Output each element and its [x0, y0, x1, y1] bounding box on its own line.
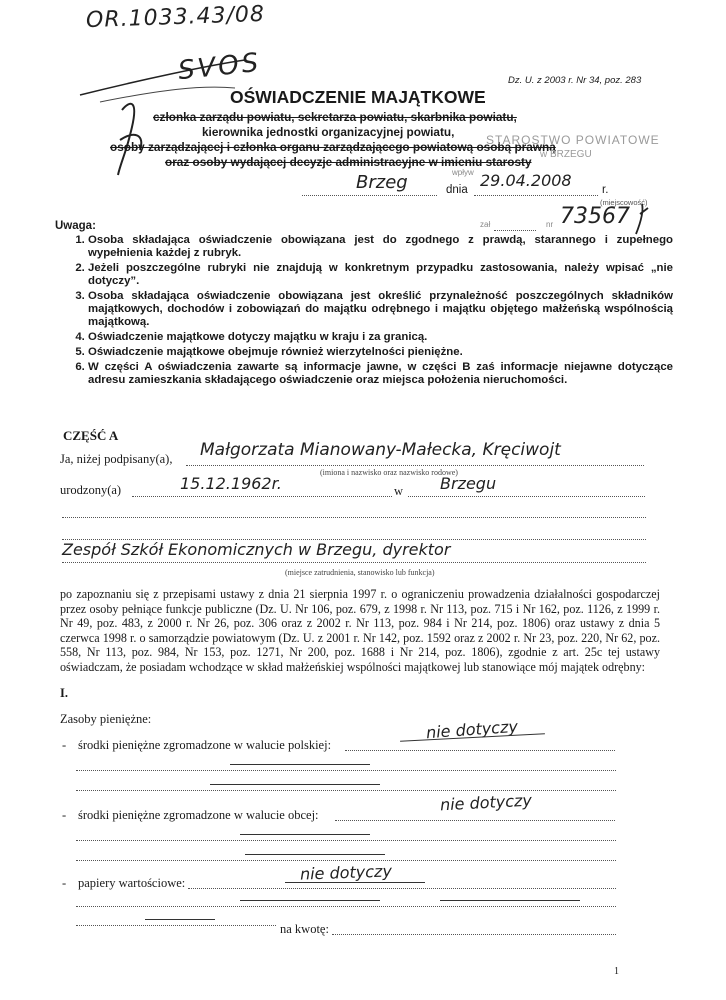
- pln-bullet: -: [62, 738, 67, 752]
- page-number: 1: [614, 966, 619, 977]
- fx-line-3: [76, 860, 616, 861]
- securities-line-2: [76, 906, 616, 907]
- employment-caption: (miejsce zatrudnienia, stanowisko lub funkcja): [285, 568, 435, 577]
- fx-strike-2: [240, 834, 370, 835]
- pln-strike-3: [210, 784, 380, 785]
- fx-bullet: -: [62, 808, 67, 822]
- birthplace-dots: [408, 496, 645, 497]
- dnia-label: dnia: [446, 184, 468, 196]
- securities-bullet: -: [62, 876, 67, 890]
- stamp-checkmark: [632, 202, 652, 238]
- place-caption: (miejscowość): [600, 198, 648, 207]
- securities-strike-2b: [440, 900, 580, 901]
- stamp-wplyw-date: 29.04.2008: [480, 171, 572, 190]
- stamp-zal-label: zał: [480, 220, 491, 229]
- section-i-numeral: I.: [60, 686, 68, 700]
- ja-label: Ja, niżej podpisany(a),: [60, 452, 173, 466]
- blank-line-1: [62, 517, 646, 518]
- fx-dots: [335, 820, 615, 821]
- name-dots: [186, 465, 644, 466]
- subtitle-line-1: członka zarządu powiatu, sekretarza powiatu, skarbnika powiatu,: [153, 110, 517, 124]
- uwaga-list: [62, 234, 673, 389]
- uwaga-item-6: 6. W części A oświadczenia zawarte są informacje jawne, w części B zaś informacje niejawne dotyczące adresu zamieszkania składającego oświadczenie oraz miejsca położenia nieruchomości.: [88, 361, 673, 387]
- pln-label: środki pieniężne zgromadzone w walucie polskiej:: [78, 738, 332, 752]
- date-dots: [474, 195, 598, 196]
- securities-line-3: [76, 925, 276, 926]
- name-caption: (imiona i nazwisko oraz nazwisko rodowe): [320, 468, 458, 477]
- subtitle-line-4: oraz osoby wydającej decyzje administracyjne w imieniu starosty: [165, 155, 532, 169]
- r-label: r.: [602, 184, 609, 196]
- employment-dots: [62, 562, 646, 563]
- urodzony-label: urodzony(a): [60, 483, 122, 497]
- page-title: OŚWIADCZENIE MAJĄTKOWE: [230, 87, 486, 107]
- handwritten-signature-top: SVOS: [176, 47, 263, 87]
- stamp-nr-value: 73567: [560, 204, 630, 229]
- pln-line-3: [76, 790, 616, 791]
- subtitle-line-3: osoby zarządzającej i członka organu zarządzającego powiatową osobą prawną: [110, 140, 556, 154]
- place-dots: [302, 195, 437, 196]
- securities-dots: [188, 888, 616, 889]
- stamp-nr-label: nr: [546, 220, 554, 229]
- subtitle-line-2: kierownika jednostki organizacyjnej powiatu,: [202, 125, 455, 139]
- fx-label: środki pieniężne zgromadzone w walucie obcej:: [78, 808, 319, 822]
- pln-value[interactable]: nie dotyczy: [425, 716, 519, 743]
- uwaga-item-5: 5. Oświadczenie majątkowe obejmuje również wierzytelności pieniężne.: [88, 346, 673, 359]
- uwaga-item-2: 2. Jeżeli poszczególne rubryki nie znajdują w konkretnym przypadku zastosowania, należy wpisać „nie dotyczy”.: [88, 262, 673, 288]
- amount-dots: [332, 934, 616, 935]
- amount-label: na kwotę:: [280, 922, 329, 936]
- declaration-paragraph: po zapoznaniu się z przepisami ustawy z dnia 21 sierpnia 1997 r. o ograniczeniu prowadzenia działalności gospodarczej przez osoby pełniące funkcje publiczne (Dz. U. Nr 106, poz. 679, z 1998 r. Nr 113, poz. 715 i Nr 162, poz. 1126, z 1999 r. Nr 49, poz. 483, z 2000 r. Nr 26, poz. 306 oraz z 2002 r. Nr 113, poz. 984 i Nr 214, poz. 1806) oraz ustawy z dnia 5 czerwca 1998 r. o samorządzie powiatowym (Dz. U. z 2001 r. Nr 142, poz. 1592 oraz z 2002 r. Nr 23, poz. 220, Nr 62, poz. 558, Nr 113, poz. 984, Nr 153, poz. 1271, Nr 200, poz. 1688 i Nr 214, poz. 1806), zgodnie z art. 25c tej ustawy oświadczam, że posiadam wchodzące w skład małżeńskiej wspólności majątkowej lub stanowiące mój majątek odrębny:: [60, 587, 660, 674]
- securities-strike-2: [240, 900, 380, 901]
- fx-line-2: [76, 840, 616, 841]
- fx-value[interactable]: nie dotyczy: [439, 790, 533, 815]
- zasoby-label: Zasoby pieniężne:: [60, 712, 152, 726]
- securities-strike-3: [145, 919, 215, 920]
- w-label: w: [394, 484, 404, 498]
- pln-line-2: [76, 770, 616, 771]
- legal-basis: Dz. U. z 2003 r. Nr 34, poz. 283: [508, 75, 642, 86]
- place-value[interactable]: Brzeg: [356, 172, 408, 193]
- securities-underline: [285, 882, 425, 883]
- employment-value[interactable]: Zespół Szkół Ekonomicznych w Brzegu, dyrektor: [62, 540, 451, 559]
- stamp-office-name: STAROSTWO POWIATOWE: [486, 133, 660, 147]
- uwaga-item-4: 4. Oświadczenie majątkowe dotyczy majątku w kraju i za granicą.: [88, 331, 673, 344]
- securities-label: papiery wartościowe:: [78, 876, 186, 890]
- czesc-a-heading: CZĘŚĆ A: [63, 428, 119, 443]
- handwritten-reference: OR.1033.43/08: [85, 1, 266, 34]
- zal-dots: [494, 230, 536, 231]
- birth-date-value[interactable]: 15.12.1962r.: [180, 474, 282, 493]
- stamp-wplyw-label: wpływ: [452, 168, 474, 177]
- birthdate-dots: [132, 496, 392, 497]
- fx-strike-3: [245, 854, 385, 855]
- stamp-office-city: w BRZEGU: [540, 149, 592, 160]
- name-value[interactable]: Małgorzata Mianowany-Małecka, Kręciwojt: [200, 440, 561, 460]
- pln-dots: [345, 750, 615, 751]
- uwaga-heading: Uwaga:: [55, 220, 96, 232]
- birth-place-value[interactable]: Brzegu: [440, 474, 497, 493]
- uwaga-item-3: 3. Osoba składająca oświadczenie obowiązana jest określić przynależność poszczególnych składników majątkowych, dochodów i zobowiązań do majątku odrębnego i majątku objętego małżeńską wspólnością majątkową.: [88, 290, 673, 329]
- pln-strike-2: [230, 764, 370, 765]
- securities-value[interactable]: nie dotyczy: [299, 861, 393, 884]
- uwaga-item-1: 1. Osoba składająca oświadczenie obowiązana jest do zgodnego z prawdą, starannego i zupełnego wypełnienia każdej z rubryk.: [88, 234, 673, 260]
